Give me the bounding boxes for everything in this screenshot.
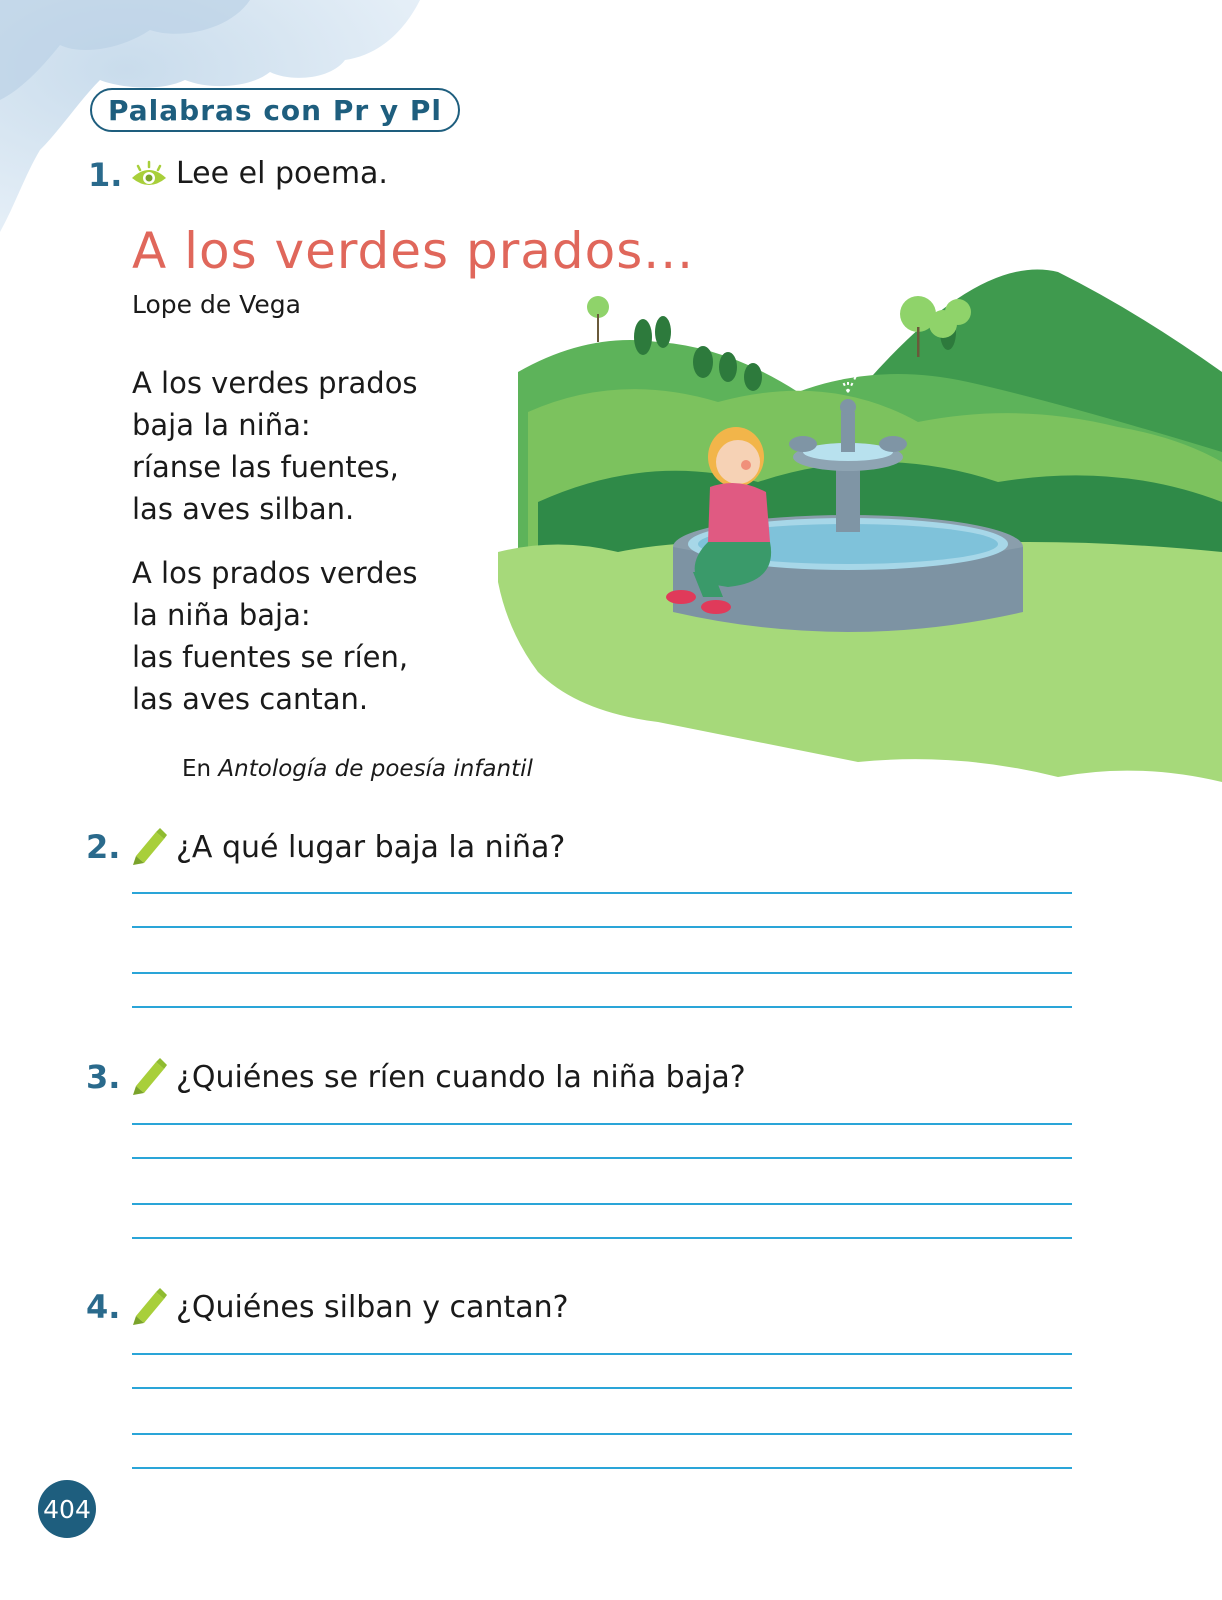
answer-line[interactable]	[132, 1006, 1072, 1008]
poem-line: la niña baja:	[132, 598, 311, 632]
answer-line[interactable]	[132, 1123, 1072, 1125]
pencil-icon	[130, 1056, 168, 1096]
q4-text: ¿Quiénes silban y cantan?	[176, 1290, 569, 1325]
pencil-icon	[130, 1286, 168, 1326]
poem-line: A los prados verdes	[132, 556, 418, 590]
section-tag-label: Palabras con Pr y Pl	[108, 93, 443, 127]
answer-line[interactable]	[132, 1433, 1072, 1435]
fountain-illustration	[498, 252, 1222, 782]
q3-text: ¿Quiénes se ríen cuando la niña baja?	[176, 1060, 746, 1095]
answer-line[interactable]	[132, 972, 1072, 974]
poem-source-title: Antología de poesía infantil	[218, 756, 533, 782]
poem-stanza-1	[132, 362, 418, 530]
pencil-icon	[130, 826, 168, 866]
answer-line[interactable]	[132, 1237, 1072, 1239]
answer-line[interactable]	[132, 1387, 1072, 1389]
page-number-badge	[38, 1480, 96, 1538]
q2-number: 2.	[86, 828, 121, 866]
poem-line: baja la niña:	[132, 408, 311, 442]
poem-line: las aves cantan.	[132, 682, 369, 716]
poem-line: A los verdes prados	[132, 366, 418, 400]
poem-title: A los verdes prados...	[132, 222, 694, 280]
poem-line: las aves silban.	[132, 492, 355, 526]
poem-source-prefix: En	[182, 756, 212, 782]
answer-line[interactable]	[132, 1203, 1072, 1205]
poem-author: Lope de Vega	[132, 290, 301, 319]
answer-line[interactable]	[132, 1353, 1072, 1355]
answer-line[interactable]	[132, 892, 1072, 894]
poem-source	[182, 756, 533, 782]
answer-line[interactable]	[132, 926, 1072, 928]
poem-line: las fuentes se ríen,	[132, 640, 409, 674]
q3-number: 3.	[86, 1058, 121, 1096]
q1-text: Lee el poema.	[176, 156, 388, 191]
eye-icon	[130, 160, 168, 192]
poem-line: ríanse las fuentes,	[132, 450, 399, 484]
section-tag	[90, 88, 460, 132]
q1-number: 1.	[88, 156, 123, 194]
answer-line[interactable]	[132, 1157, 1072, 1159]
page-number: 404	[43, 1494, 91, 1524]
q2-text: ¿A qué lugar baja la niña?	[176, 830, 566, 865]
answer-line[interactable]	[132, 1467, 1072, 1469]
poem-stanza-2	[132, 552, 418, 720]
q4-number: 4.	[86, 1288, 121, 1326]
